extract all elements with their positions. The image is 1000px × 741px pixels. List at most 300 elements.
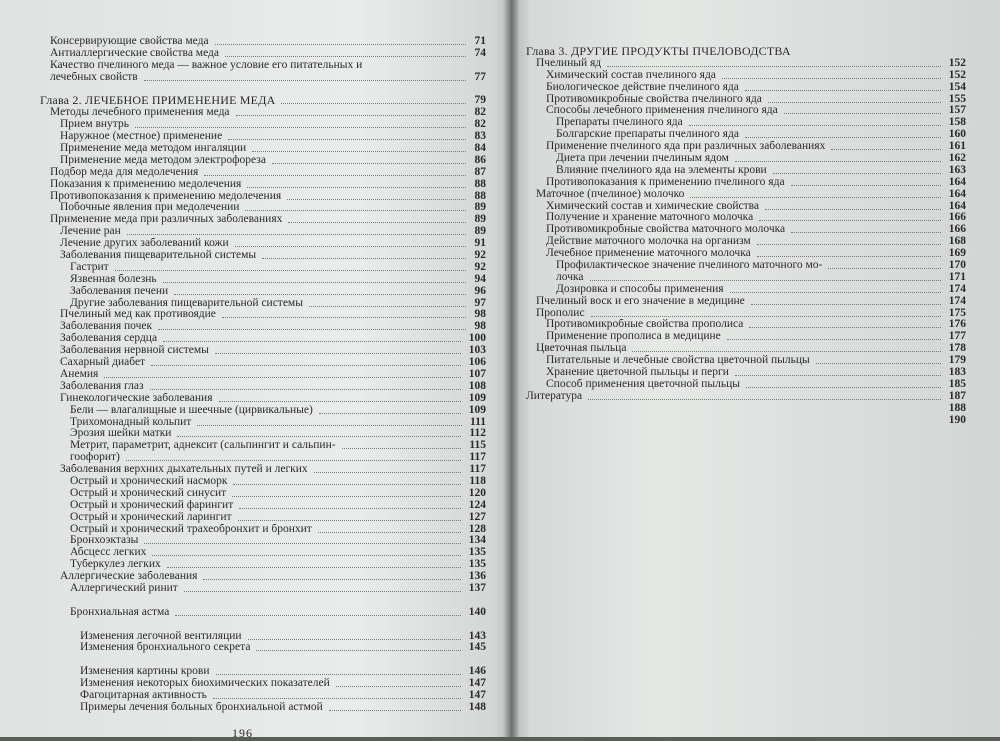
toc-entry-title: Метрит, параметрит, аднексит (сальпингит и сальпин- (70, 440, 336, 452)
toc-entry-title: Заболевания пищеварительной системы (60, 250, 257, 262)
toc-entry (526, 308, 966, 320)
dot-leader (150, 381, 461, 390)
toc-entry-title: Туберкулез легких (70, 559, 161, 571)
toc-entry-title: Противопоказания к применению пчелиного яда (546, 176, 785, 188)
toc-entry (40, 535, 486, 547)
toc-entry-title: Изменения легочной вентиляции (80, 630, 242, 642)
dot-leader (281, 95, 466, 104)
dot-leader (689, 117, 941, 126)
toc-page-number: 164 (948, 188, 966, 200)
dot-leader (158, 321, 466, 330)
toc-entry-title: Заболевания почек (60, 321, 153, 333)
toc-entry-title: Показания к применению медолечения (50, 178, 242, 190)
toc-page-number: 83 (474, 131, 486, 143)
dot-leader (262, 250, 466, 259)
toc-entry-title: Действие маточного молочка на организм (546, 236, 751, 248)
toc-entry-title: Применение меда при различных заболеваниях (50, 214, 283, 226)
toc-page-number: 82 (474, 119, 486, 131)
toc-page-number: 147 (468, 678, 486, 690)
toc-entry-title: Острый и хронический ларингит (70, 511, 232, 523)
toc-entry-title: Изменения картины крови (80, 666, 210, 678)
toc-entry (526, 272, 966, 284)
dot-leader (219, 393, 461, 402)
toc-entry-title: Бронхоэктазы (70, 535, 139, 547)
toc-entry-title: Заболевания печени (70, 285, 169, 297)
toc-entry (40, 571, 486, 583)
toc-entry-title: Применение прополиса в медицине (546, 331, 721, 343)
toc-entry (40, 678, 486, 690)
dot-leader (233, 476, 461, 485)
toc-entry-title: Глава 2. ЛЕЧЕБНОЕ ПРИМЕНЕНИЕ МЕДА (40, 95, 276, 108)
toc-page-number: 175 (948, 307, 966, 319)
toc-entry (526, 212, 966, 224)
toc-entry-title: Сахарный диабет (60, 357, 146, 369)
toc-page-number: 89 (474, 214, 486, 226)
toc-page-number: 84 (474, 143, 486, 155)
dot-leader (759, 212, 941, 221)
dot-leader (177, 428, 461, 437)
dot-leader (163, 333, 461, 342)
book-gutter (503, 0, 519, 737)
dot-leader (228, 131, 466, 140)
toc-entry-title: Препараты пчелиного яда (556, 117, 683, 129)
dot-leader (127, 226, 466, 235)
toc-entry (526, 165, 966, 177)
dot-leader (115, 262, 466, 271)
toc-entry-title: Влияние пчелиного яда на элементы крови (556, 164, 767, 176)
dot-leader (722, 70, 941, 79)
toc-entry-title: Способы лечебного применения пчелиного яда (546, 105, 778, 117)
toc-page-number: 190 (948, 414, 966, 426)
toc-entry (40, 381, 486, 393)
chapter-heading (40, 95, 486, 107)
toc-page-number: 98 (474, 321, 486, 333)
dot-leader (765, 201, 941, 210)
toc-page-number: 87 (474, 166, 486, 178)
dot-leader (152, 547, 461, 556)
toc-entry (526, 391, 966, 403)
toc-page-number: 162 (948, 153, 966, 165)
toc-entry-title: Цветочная пыльца (536, 343, 627, 355)
dot-leader (607, 58, 941, 67)
toc-entry-title: лечебных свойств (50, 71, 138, 83)
dot-leader (727, 331, 941, 340)
dot-leader (751, 296, 941, 305)
toc-page-number: 155 (948, 93, 966, 105)
toc-entry-title: Антиаллергические свойства меда (50, 47, 219, 59)
toc-page-number: 89 (474, 226, 486, 238)
toc-entry-title: Маточное (пчелиное) молочко (536, 188, 685, 200)
toc-entry-title: Острый и хронический насморк (70, 475, 228, 487)
dot-leader (287, 191, 466, 200)
dot-leader (342, 440, 461, 449)
toc-entry (526, 284, 966, 296)
right-table-of-contents (526, 46, 966, 427)
toc-page-number: 169 (948, 248, 966, 260)
toc-page-number: 86 (474, 154, 486, 166)
toc-page-number: 92 (474, 250, 486, 262)
toc-entry-title: Методы лечебного применения меда (50, 107, 230, 119)
toc-entry (40, 607, 486, 619)
dot-leader (745, 82, 941, 91)
toc-entry-title: Диета при лечении пчелиным ядом (556, 153, 729, 165)
toc-page-number: 174 (948, 283, 966, 295)
left-table-of-contents (40, 36, 486, 714)
toc-page-number: 108 (468, 380, 486, 392)
toc-page-number: 163 (948, 164, 966, 176)
toc-page-number: 146 (468, 666, 486, 678)
toc-entry (526, 415, 966, 427)
dot-leader (314, 464, 461, 473)
toc-entry (40, 131, 486, 143)
toc-page-number: 109 (468, 404, 486, 416)
toc-entry-title: Консервирующие свойства меда (50, 36, 209, 47)
dot-leader (745, 129, 941, 138)
toc-page-number: 96 (474, 285, 486, 297)
dot-leader (791, 224, 941, 233)
toc-entry-title: Дозировка и способы применения (556, 283, 724, 295)
dot-leader (590, 272, 941, 281)
dot-leader (144, 72, 466, 81)
toc-entry (40, 119, 486, 131)
toc-entry-title: Фагоцитарная активность (80, 689, 207, 701)
toc-page-number: 183 (948, 367, 966, 379)
toc-entry-title: Пчелиный мед как противоядие (60, 309, 216, 321)
toc-entry-title: гоофорит) (70, 452, 120, 464)
dot-leader (135, 119, 466, 128)
toc-entry (40, 298, 486, 310)
toc-entry-title: Применение меда методом ингаляции (60, 143, 247, 155)
toc-entry (40, 452, 486, 464)
toc-entry-title: Качество пчелиного меда — важное условие его питательных и (50, 59, 363, 71)
toc-page-number: 166 (948, 224, 966, 236)
toc-entry (40, 702, 486, 714)
toc-entry-title: Аллергический ринит (70, 582, 178, 594)
toc-page-number: 79 (474, 95, 486, 107)
toc-page-number: 98 (474, 309, 486, 321)
toc-page-number: 179 (948, 355, 966, 367)
dot-leader (245, 202, 466, 211)
toc-page-number: 145 (468, 642, 486, 654)
toc-entry (40, 226, 486, 238)
toc-entry (40, 262, 486, 274)
toc-entry (40, 417, 486, 429)
toc-entry-title: Лечение других заболеваний кожи (60, 238, 229, 250)
toc-entry-title: Побочные явления при медолечении (60, 202, 240, 214)
toc-entry (40, 547, 486, 559)
toc-page-number: 137 (468, 582, 486, 594)
toc-entry (40, 191, 486, 203)
toc-entry-title: Бели — влагалищные и шеечные (цирвикальные) (70, 404, 313, 416)
toc-page-number: 187 (948, 390, 966, 402)
dot-leader (791, 177, 941, 186)
toc-entry (40, 559, 486, 571)
dot-leader (746, 379, 941, 388)
toc-entry-title: Заболевания сердца (60, 333, 158, 345)
toc-entry (40, 488, 486, 500)
toc-page-number: 152 (948, 57, 966, 69)
toc-entry (40, 512, 486, 524)
toc-entry (40, 36, 486, 48)
toc-entry (40, 595, 486, 607)
toc-page-number: 88 (474, 178, 486, 190)
toc-entry-title: Болгарские препараты пчелиного яда (556, 129, 739, 141)
toc-entry (526, 153, 966, 165)
toc-entry (526, 70, 966, 82)
toc-entry (40, 619, 486, 631)
toc-page-number: 158 (948, 117, 966, 129)
toc-page-number: 115 (469, 440, 486, 452)
toc-entry-title: Способ применения цветочной пыльцы (546, 378, 741, 390)
dot-leader (204, 167, 466, 176)
toc-page-number: 103 (468, 345, 486, 357)
toc-page-number: 152 (948, 69, 966, 81)
toc-page-number: 166 (948, 212, 966, 224)
toc-entry (526, 189, 966, 201)
toc-entry (40, 333, 486, 345)
dot-leader (236, 107, 466, 116)
toc-page-number: 170 (948, 260, 966, 272)
toc-entry (40, 654, 486, 666)
toc-entry (526, 236, 966, 248)
toc-entry (40, 690, 486, 702)
toc-entry (526, 248, 966, 260)
dot-leader (167, 559, 461, 568)
toc-entry (40, 393, 486, 405)
toc-page-number: 178 (948, 343, 966, 355)
toc-entry (40, 167, 486, 179)
toc-entry (40, 440, 486, 452)
dot-leader (288, 214, 466, 223)
toc-entry-title: Изменения некоторых биохимических показателей (80, 678, 330, 690)
toc-entry-title: Аллергические заболевания (60, 571, 198, 583)
toc-page-number: 128 (468, 523, 486, 535)
toc-entry-title: Заболевания верхних дыхательных путей и легких (60, 464, 308, 476)
toc-entry-title: Противомикробные свойства маточного молочка (546, 224, 786, 236)
toc-page-number: 164 (948, 200, 966, 212)
toc-entry-title: Профилактическое значение пчелиного маточного мо- (556, 260, 823, 272)
toc-page-number: 168 (948, 236, 966, 248)
toc-page-number: 161 (948, 141, 966, 153)
toc-entry (40, 476, 486, 488)
toc-entry (40, 309, 486, 321)
toc-page-number: 71 (474, 36, 486, 47)
toc-entry-title: Трихомонадный кольпит (70, 416, 192, 428)
dot-leader (215, 345, 461, 354)
toc-entry-title: Другие заболевания пищеварительной системы (70, 297, 303, 309)
toc-page-number: 157 (948, 105, 966, 117)
toc-entry (40, 428, 486, 440)
toc-entry-title: Применение пчелиного яда при различных заболеваниях (546, 141, 826, 153)
toc-page-number: 82 (474, 107, 486, 119)
toc-entry-title: Подбор меда для медолечения (50, 166, 199, 178)
dot-leader (591, 308, 941, 317)
dot-leader (329, 702, 461, 711)
toc-entry (40, 48, 486, 60)
toc-entry (40, 214, 486, 226)
toc-entry (526, 105, 966, 117)
dot-leader (256, 642, 461, 651)
toc-page-number: 107 (468, 368, 486, 380)
dot-leader (252, 143, 466, 152)
toc-entry (526, 403, 966, 415)
toc-entry-title: Противомикробные свойства пчелиного яда (546, 93, 762, 105)
dot-leader (831, 141, 941, 150)
toc-entry-title: Острый и хронический фарингит (70, 499, 234, 511)
toc-entry-title: Глава 3. ДРУГИЕ ПРОДУКТЫ ПЧЕЛОВОДСТВА (526, 46, 791, 58)
dot-leader (222, 309, 466, 318)
dot-leader (175, 607, 461, 616)
dot-leader (184, 583, 461, 592)
toc-entry-title: лочка (556, 271, 584, 283)
toc-page-number: 124 (468, 499, 486, 511)
toc-page-number: 120 (468, 487, 486, 499)
toc-entry-title: Химический состав и химические свойства (546, 200, 759, 212)
toc-page-number: 136 (468, 571, 486, 583)
dot-leader (828, 260, 941, 269)
toc-page-number: 140 (468, 606, 486, 618)
toc-entry-title: Пчелиный воск и его значение в медицине (536, 295, 745, 307)
toc-page-number: 148 (468, 701, 486, 713)
dot-leader (232, 488, 461, 497)
toc-page-number: 185 (948, 378, 966, 390)
toc-entry (526, 367, 966, 379)
toc-entry (40, 155, 486, 167)
toc-page-number: 109 (468, 392, 486, 404)
toc-entry-title: Химический состав пчелиного яда (546, 69, 716, 81)
dot-leader (816, 355, 941, 364)
dot-leader (588, 391, 941, 400)
toc-entry (40, 464, 486, 476)
toc-entry-title: Пчелиный яд (536, 57, 602, 69)
toc-entry-title: Абсцесс легких (70, 547, 147, 559)
toc-entry-title: Анемия (60, 368, 99, 380)
toc-page-number: 117 (469, 464, 486, 476)
dot-leader (757, 248, 941, 257)
toc-entry-title: Заболевания нервной системы (60, 345, 209, 357)
toc-page-number: 174 (948, 295, 966, 307)
dot-leader (225, 48, 466, 57)
toc-entry-title: Изменения бронхиального секрета (80, 642, 251, 654)
toc-page-number: 88 (474, 190, 486, 202)
toc-entry (40, 524, 486, 536)
toc-page-number: 118 (469, 475, 486, 487)
dot-leader (174, 286, 466, 295)
toc-entry-title: Прием внутрь (60, 119, 129, 131)
toc-entry-title: Лечебное применение маточного молочка (546, 248, 751, 260)
toc-entry (40, 345, 486, 357)
dot-leader (773, 165, 941, 174)
toc-page-number: 77 (474, 71, 486, 83)
toc-entry-title: Лечение ран (60, 226, 121, 238)
toc-entry (40, 84, 486, 96)
toc-entry (526, 343, 966, 355)
toc-entry (40, 250, 486, 262)
toc-entry-title: Противопоказания к применению медолечения (50, 190, 282, 202)
toc-entry (40, 107, 486, 119)
toc-entry (40, 369, 486, 381)
dot-leader (213, 690, 461, 699)
toc-entry-title: Биологическое действие пчелиного яда (546, 81, 739, 93)
toc-entry-title: Противомикробные свойства прополиса (546, 319, 744, 331)
dot-leader (144, 535, 461, 544)
dot-leader (126, 452, 461, 461)
toc-page-number: 147 (468, 689, 486, 701)
toc-entry (40, 631, 486, 643)
dot-leader (197, 417, 462, 426)
dot-leader (216, 666, 461, 675)
toc-entry-title: Гастрит (70, 261, 109, 273)
dot-leader (151, 357, 461, 366)
toc-entry (40, 179, 486, 191)
toc-entry (40, 238, 486, 250)
dot-leader (215, 36, 466, 45)
toc-entry-title: Питательные и лечебные свойства цветочной пыльцы (546, 355, 810, 367)
toc-entry (40, 60, 486, 72)
toc-entry (40, 72, 486, 84)
toc-page-number: 89 (474, 202, 486, 214)
dot-leader (735, 153, 941, 162)
toc-entry (40, 666, 486, 678)
toc-page-number: 177 (948, 331, 966, 343)
toc-page-number: 91 (474, 238, 486, 250)
toc-page-number: 106 (468, 357, 486, 369)
toc-entry (40, 274, 486, 286)
dot-leader (247, 179, 466, 188)
chapter-heading (526, 46, 966, 58)
toc-entry (526, 129, 966, 141)
dot-leader (319, 405, 461, 414)
toc-entry (40, 357, 486, 369)
dot-leader (730, 284, 941, 293)
toc-page-number: 154 (948, 81, 966, 93)
dot-leader (757, 236, 941, 245)
toc-entry (40, 500, 486, 512)
toc-page-number: 74 (474, 47, 486, 59)
toc-entry (526, 296, 966, 308)
toc-page-number: 134 (468, 535, 486, 547)
toc-entry-title: Эрозия шейки матки (70, 428, 172, 440)
toc-entry-title: Гинекологические заболевания (60, 392, 213, 404)
toc-entry-title: Применение меда методом электрофореза (60, 154, 266, 166)
toc-entry (40, 286, 486, 298)
dot-leader (690, 189, 941, 198)
toc-entry (526, 94, 966, 106)
toc-entry (526, 260, 966, 272)
dot-leader (239, 500, 461, 509)
toc-page-number: 164 (948, 176, 966, 188)
dot-leader (309, 298, 466, 307)
toc-entry-title: Острый и хронический трахеобронхит и бронхит (70, 523, 312, 535)
dot-leader (735, 367, 941, 376)
dot-leader (235, 238, 466, 247)
toc-page-number: 160 (948, 129, 966, 141)
toc-page-number: 143 (468, 630, 486, 642)
toc-entry-title: Бронхиальная астма (70, 606, 170, 618)
dot-leader (768, 94, 941, 103)
toc-entry-title: Заболевания глаз (60, 380, 144, 392)
toc-entry (526, 177, 966, 189)
toc-page-number: 97 (474, 297, 486, 309)
dot-leader (272, 155, 466, 164)
toc-page-number: 92 (474, 261, 486, 273)
toc-page-number: 100 (468, 333, 486, 345)
toc-entry (526, 355, 966, 367)
toc-entry (526, 117, 966, 129)
toc-entry (526, 379, 966, 391)
toc-entry-title: Наружное (местное) применение (60, 131, 223, 143)
dot-leader (238, 512, 461, 521)
